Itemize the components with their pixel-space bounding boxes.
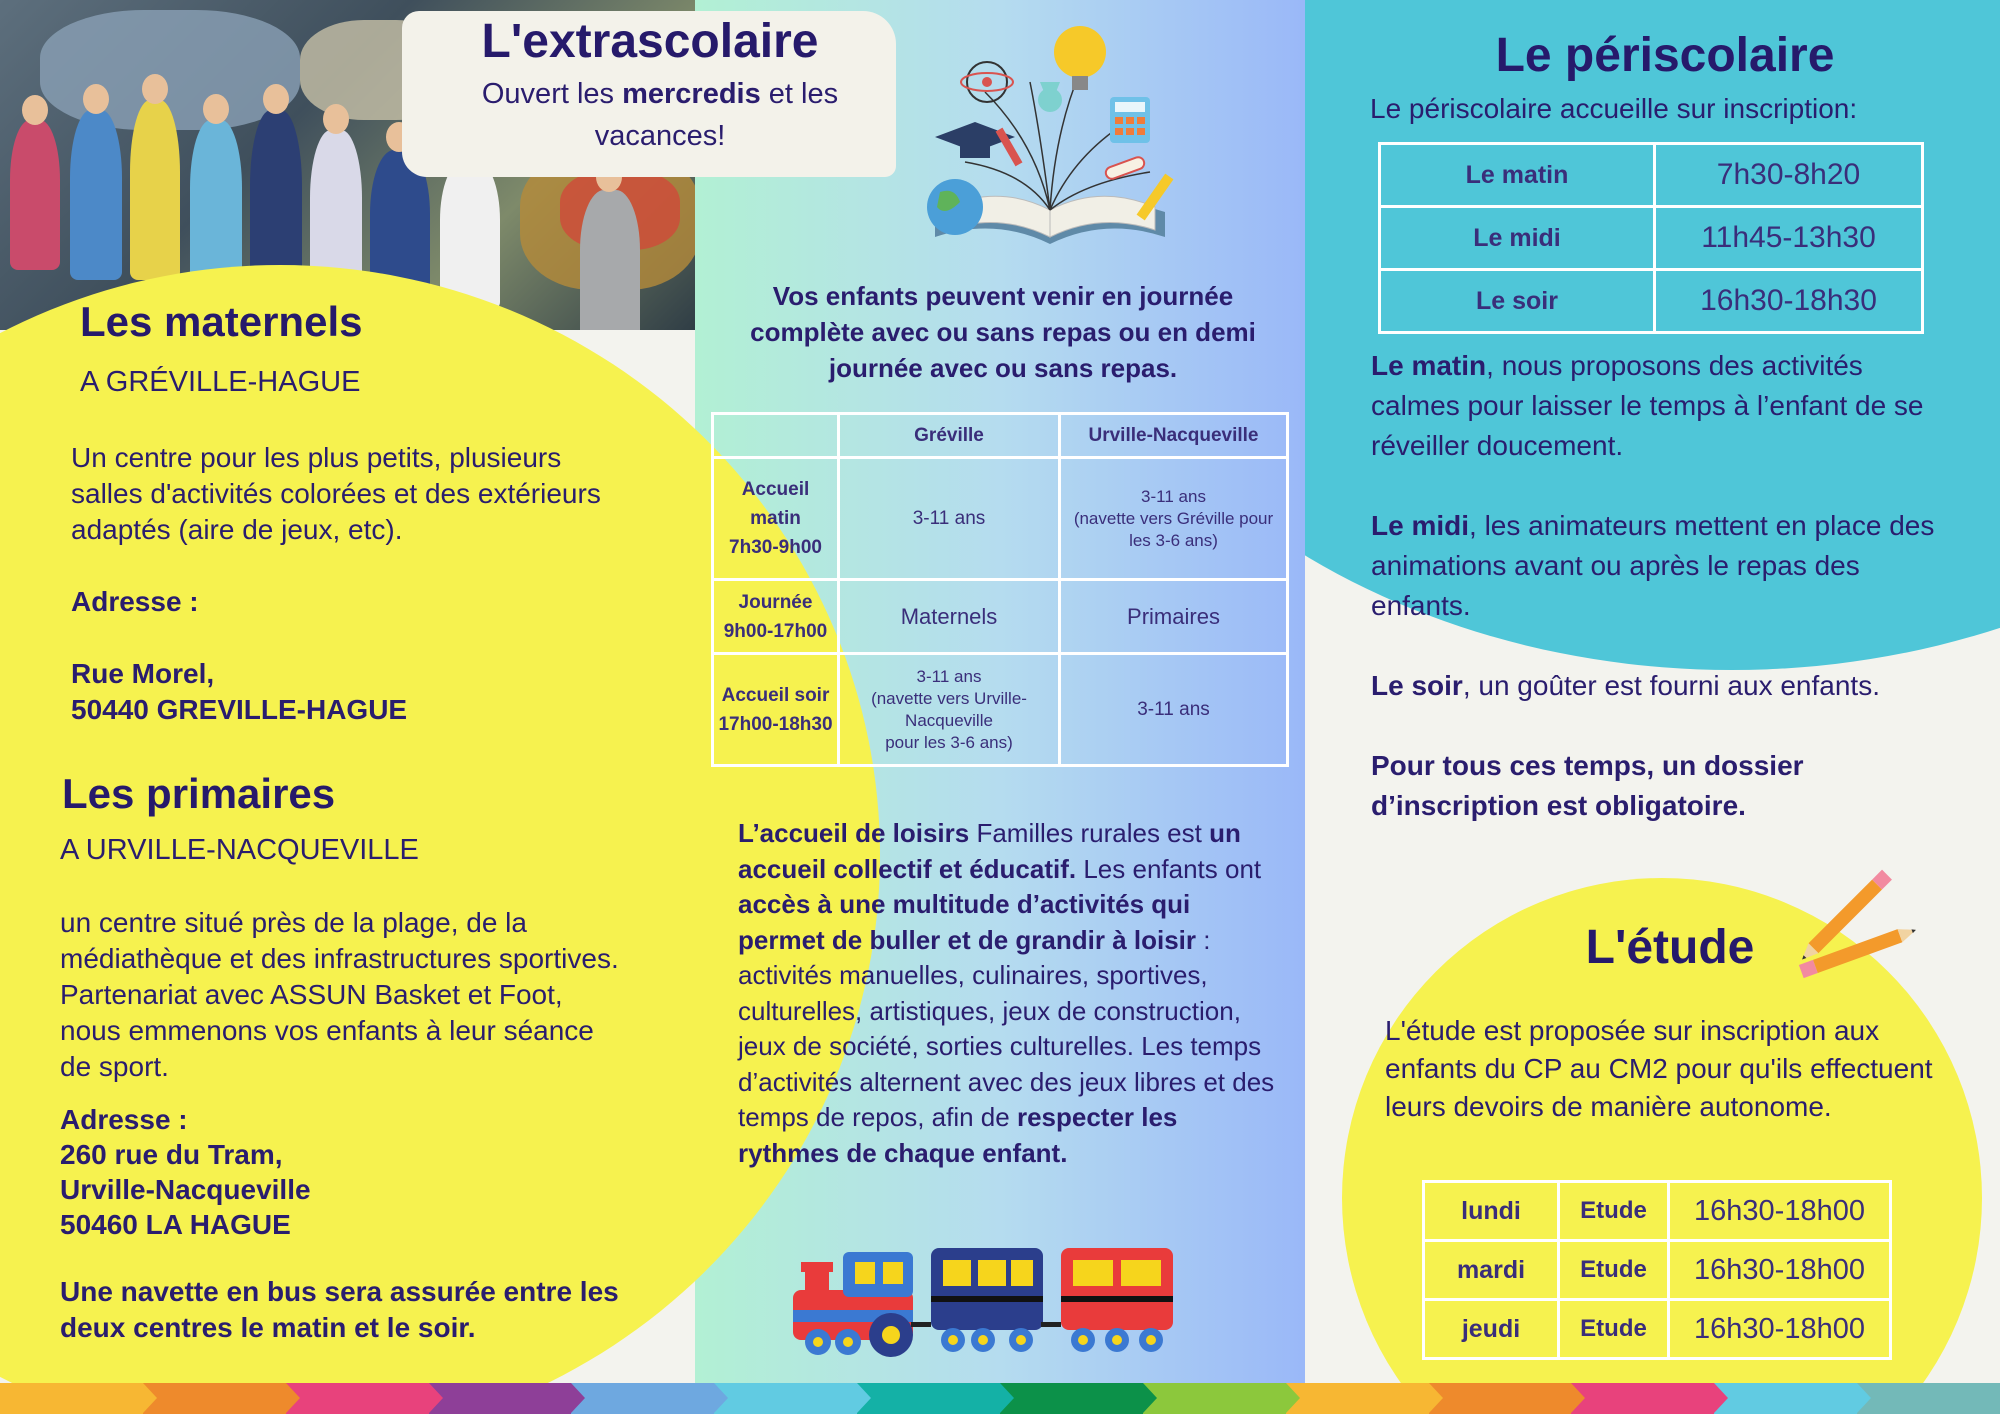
stripe-segment <box>286 1383 429 1414</box>
stripe-segment <box>1429 1383 1572 1414</box>
table-row <box>1424 1182 1891 1241</box>
shuttle-note: Une navette en bus sera assurée entre les deux centres le matin et le soir. <box>60 1276 619 1343</box>
periscolaire-title: Le périscolaire <box>1495 29 1835 82</box>
peri-matin-text: Le matin, nous proposons des activités calmes pour laisser le temps à l’enfant de se réveiller doucement. <box>1371 350 1924 461</box>
peri-soir-text: Le soir, un goûter est fourni aux enfants. <box>1371 670 1880 701</box>
etude-day-mardi: mardi <box>1424 1241 1559 1300</box>
cell-soir-greville: 3-11 ans (navette vers Urville-Nacqueville pour les 3-6 ans) <box>839 654 1060 766</box>
maternels-title: Les maternels <box>80 298 363 345</box>
table-row <box>1380 207 1923 270</box>
stripe-segment <box>857 1383 1000 1414</box>
table-row <box>1380 270 1923 333</box>
periscolaire-subtitle: Le périscolaire accueille sur inscription: <box>1370 93 1858 124</box>
stripe-segment <box>571 1383 714 1414</box>
middle-panel <box>695 0 1305 1385</box>
etude-description: L'étude est proposée sur inscription aux enfants du CP au CM2 pour qu'ils effectuent leurs devoirs de manière autonome. <box>1385 1015 1933 1122</box>
peri-label-soir: Le soir <box>1380 270 1655 333</box>
maternels-address-line2: 50440 GREVILLE-HAGUE <box>71 694 408 725</box>
etude-type: Etude <box>1559 1182 1669 1241</box>
stripe-segment <box>1143 1383 1286 1414</box>
table-row <box>1424 1300 1891 1359</box>
leisure-description: L’accueil de loisirs Familles rurales est un accueil collectif et éducatif. Les enfants ont accès à une multitude d’activités qui permet de buller et de grandir à loisir : activités manuelles, culinaires, sportives, culturelles, artistiques, jeux de construction, jeux de société, sorties culturelles. Les temps d’activités alternent avec des jeux libres et des temps de repos, afin de respecter les rythmes de chaque enfant. <box>738 818 1275 1168</box>
primaires-location: A URVILLE-NACQUEVILLE <box>60 834 419 866</box>
primaires-address-line2: Urville-Nacqueville <box>60 1174 311 1205</box>
table-row <box>1424 1241 1891 1300</box>
col-header-greville: Gréville <box>839 414 1060 458</box>
row-label-accueil-matin: Accueil matin 7h30-9h00 <box>713 458 839 580</box>
maternels-location: A GRÉVILLE-HAGUE <box>80 366 361 398</box>
extrascolaire-title: L'extrascolaire <box>481 15 819 68</box>
periscolaire-table <box>1378 142 1924 334</box>
stripe-segment <box>0 1383 143 1414</box>
peri-midi-text: Le midi, les animateurs mettent en place des animations avant ou après le repas des enfants. <box>1371 510 1935 621</box>
etude-time: 16h30-18h00 <box>1669 1182 1891 1241</box>
maternels-address-label: Adresse : <box>71 586 199 617</box>
middle-intro: Vos enfants peuvent venir en journée complète avec ou sans repas ou en demi journée avec ou sans repas. <box>750 281 1256 383</box>
stripe-segment <box>1714 1383 1857 1414</box>
book-of-ideas-illustration <box>915 12 1185 252</box>
row-label-journee: Journée 9h00-17h00 <box>713 580 839 654</box>
etude-table <box>1422 1180 1892 1360</box>
extrascolaire-subtitle: Ouvert les mercredis et les vacances! <box>481 78 839 152</box>
peri-mandatory-text: Pour tous ces temps, un dossier d’inscription est obligatoire. <box>1371 750 1804 821</box>
peri-label-midi: Le midi <box>1380 207 1655 270</box>
row-label-accueil-soir: Accueil soir 17h00-18h30 <box>713 654 839 766</box>
table-row <box>1380 144 1923 207</box>
etude-time: 16h30-18h00 <box>1669 1241 1891 1300</box>
cell-soir-urville: 3-11 ans <box>1060 654 1288 766</box>
toy-train-illustration <box>783 1240 1193 1360</box>
etude-type: Etude <box>1559 1300 1669 1359</box>
stripe-segment <box>1857 1383 2000 1414</box>
stripe-segment <box>714 1383 857 1414</box>
etude-day-jeudi: jeudi <box>1424 1300 1559 1359</box>
stripe-segment <box>1000 1383 1143 1414</box>
etude-day-lundi: lundi <box>1424 1182 1559 1241</box>
stripe-segment <box>1571 1383 1714 1414</box>
cell-journee-urville: Primaires <box>1060 580 1288 654</box>
primaires-address-line1: 260 rue du Tram, <box>60 1139 283 1170</box>
primaires-address-label: Adresse : <box>60 1104 188 1135</box>
stripe-segment <box>429 1383 572 1414</box>
peri-time-matin: 7h30-8h20 <box>1655 144 1923 207</box>
table-corner-cell <box>713 414 839 458</box>
stripe-segment <box>1286 1383 1429 1414</box>
extrascolaire-table <box>711 412 1289 767</box>
cell-journee-greville: Maternels <box>839 580 1060 654</box>
decorative-color-stripe <box>0 1383 2000 1414</box>
etude-type: Etude <box>1559 1241 1669 1300</box>
peri-time-soir: 16h30-18h30 <box>1655 270 1923 333</box>
primaires-address-line3: 50460 LA HAGUE <box>60 1209 291 1240</box>
col-header-urville: Urville-Nacqueville <box>1060 414 1288 458</box>
primaires-description: un centre situé près de la plage, de la médiathèque et des infrastructures sportives. Partenariat avec ASSUN Basket et Foot, nous emmenons vos enfants à leur séance de sport. <box>60 907 619 1082</box>
maternels-description: Un centre pour les plus petits, plusieurs salles d'activités colorées et des extérieurs adaptés (aire de jeux, etc). <box>71 442 601 545</box>
etude-title: L'étude <box>1585 921 1755 974</box>
peri-time-midi: 11h45-13h30 <box>1655 207 1923 270</box>
peri-label-matin: Le matin <box>1380 144 1655 207</box>
pencils-illustration <box>1788 852 1928 992</box>
maternels-address-line1: Rue Morel, <box>71 658 215 689</box>
cell-matin-greville: 3-11 ans <box>839 458 1060 580</box>
etude-time: 16h30-18h00 <box>1669 1300 1891 1359</box>
cell-matin-urville: 3-11 ans (navette vers Gréville pour les 3-6 ans) <box>1060 458 1288 580</box>
periscolaire-description <box>1371 346 1951 826</box>
stripe-segment <box>143 1383 286 1414</box>
primaires-title: Les primaires <box>62 770 336 817</box>
